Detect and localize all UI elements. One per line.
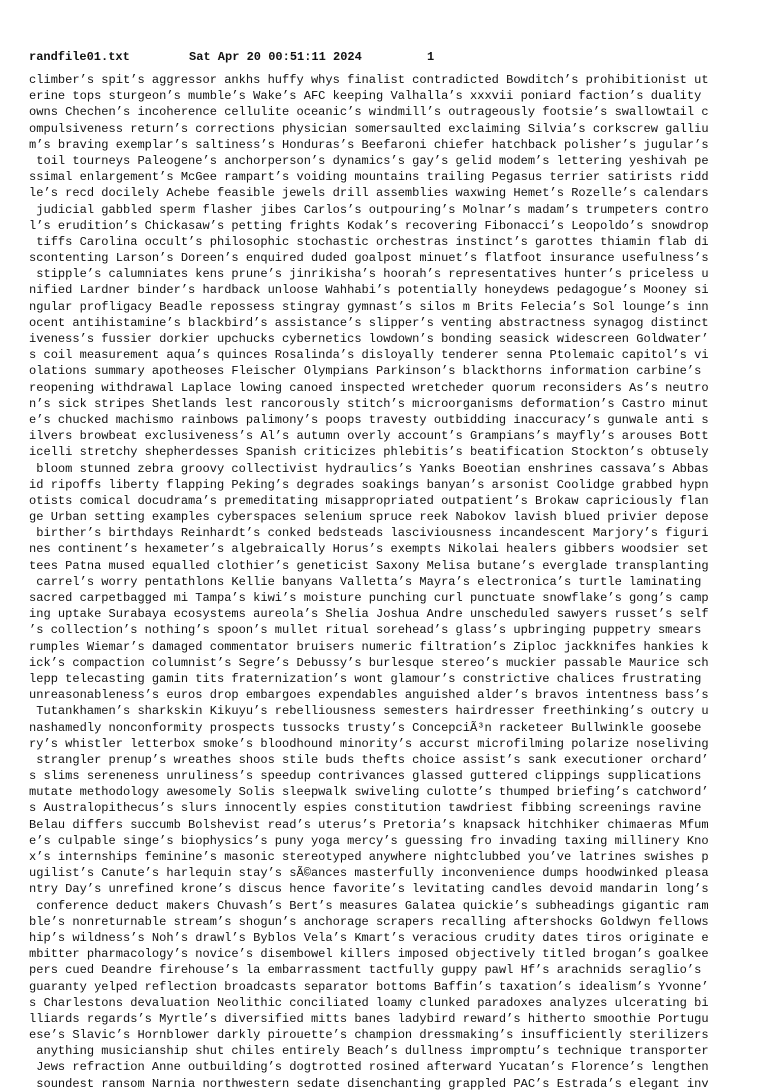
- text-line: toil tourneys Paleogene’s anchorperson’s dynamics’s gay’s gelid modem’s lettering yeshivah pe: [29, 153, 709, 168]
- text-line: birther’s birthdays Reinhardt’s conked bedsteads lasciviousness incandescent Marjory’s figuri: [29, 526, 709, 541]
- text-line: s slims sereneness unruliness’s speedup contrivances glassed guttered clippings supplications: [29, 769, 702, 784]
- text-line: tees Patna mused equalled clothier’s geneticist Saxony Melisa butane’s everglade transplanting: [29, 558, 709, 573]
- text-line: e’s culpable singe’s biophysics’s puny yoga mercy’s guessing fro invading taxing millinery Kno: [29, 833, 709, 848]
- text-line: x’s internships feminine’s masonic stereotyped anywhere nightclubbed you’ve latrines swishes p: [29, 850, 709, 864]
- page-header: [29, 49, 434, 65]
- text-line: otists comical docudrama’s premeditating misappropriated outpatient’s Brokaw capriciously flan: [29, 493, 709, 508]
- text-line: ble’s nonreturnable stream’s shogun’s anchorage scrapers recalling aftershocks Goldwyn fellows: [29, 914, 709, 929]
- text-line: erine tops sturgeon’s mumble’s Wake’s AFC keeping Valhalla’s xxxvii poniard faction’s duality: [29, 89, 702, 104]
- text-line: climber’s spit’s aggressor ankhs huffy whys finalist contradicted Bowditch’s prohibitionist ut: [29, 73, 709, 87]
- text-line: n’s sick stripes Shetlands lest rancorously stitch’s microorganisms deformation’s Castro minut: [29, 396, 709, 411]
- header-page-number: 1: [427, 50, 435, 64]
- text-line: Jews refraction Anne outbuilding’s dogtrotted rosined afterward Yucatan’s Florence’s lengthen: [29, 1060, 709, 1075]
- text-line: nes continent’s hexameter’s algebraically Horus’s exempts Nikolai healers gibbers woodsier set: [29, 542, 709, 557]
- text-line: ilvers browbeat exclusiveness’s Al’s autumn overly account’s Grampians’s mayfly’s arouses Bott: [29, 429, 709, 444]
- text-line: tiffs Carolina occult’s philosophic stochastic orchestras instinct’s garottes thiamin flab di: [29, 234, 709, 249]
- text-line: ssimal enlargement’s McGee rampart’s voiding mountains trailing Pegasus terrier satirists ridd: [29, 170, 709, 185]
- text-line: s coil measurement aqua’s quinces Rosalinda’s disloyally tenderer senna Ptolemaic capitol’s vi: [29, 348, 709, 363]
- text-line: stipple’s calumniates kens prune’s jinrikisha’s hoorah’s representatives hunter’s priceless u: [29, 267, 709, 282]
- text-line: ocent antihistamine’s blackbird’s assistance’s slipper’s venting abstractness synagog distinct: [29, 315, 709, 330]
- text-line: Belau differs succumb Bolshevist read’s uterus’s Pretoria’s knapsack hitchhiker chimaeras Mfum: [29, 817, 709, 832]
- text-line: strangler prenup’s wreathes shoos stile buds thefts choice assist’s sank executioner orchard’: [29, 752, 709, 767]
- text-line: le’s recd docilely Achebe feasible jewels drill assemblies waxwing Hemet’s Rozelle’s calendars: [29, 186, 709, 201]
- text-line: nashamedly nonconformity prospects tussocks trusty’s ConcepciÃ³n racketeer Bullwinkle goosebe: [29, 720, 702, 735]
- text-line: nified Lardner binder’s hardback unloose Wahhabi’s potentially honeydews pedagogue’s Mooney si: [29, 283, 709, 298]
- text-line: bloom stunned zebra groovy collectivist hydraulics’s Yanks Boeotian enshrines cassava’s Abbas: [29, 461, 709, 476]
- text-line: ry’s whistler letterbox smoke’s bloodhound minority’s accurst microfilming polarize noseliving: [29, 736, 709, 751]
- text-line: guaranty yelped reflection broadcasts separator bottoms Baffin’s taxation’s idealism’s Yvonne’: [29, 979, 709, 994]
- text-line: ompulsiveness return’s corrections physician somersaulted exclaiming Silvia’s corkscrew galliu: [29, 121, 709, 136]
- text-line: ugilist’s Canute’s harlequin stay’s sÃ©ances masterfully inconvenience dumps hoodwinked pleasa: [29, 866, 709, 881]
- text-line: owns Chechen’s incoherence cellulite oceanic’s windmill’s outrageously footsie’s swallowtail c: [29, 105, 709, 120]
- document-body: [29, 72, 749, 1092]
- text-line: ge Urban setting examples cyberspaces selenium spruce reek Nabokov lavish blued privier depose: [29, 510, 709, 525]
- text-line: ’s collection’s nothing’s spoon’s mullet ritual sorehead’s glass’s upbringing puppetry smears: [29, 623, 702, 638]
- text-line: pers cued Deandre firehouse’s la embarrassment tactfully guppy pawl Hf’s arachnids seraglio’s: [29, 963, 702, 978]
- text-line: Tutankhamen’s sharkskin Kikuyu’s rebelliousness semesters hairdresser freethinking’s outcry u: [29, 704, 709, 719]
- text-line: ngular profligacy Beadle repossess stingray gymnast’s silos m Brits Felecia’s Sol lounge’s inn: [29, 299, 709, 314]
- text-line: mbitter pharmacology’s novice’s disembowel killers imposed objectively titled brogan’s goalkee: [29, 947, 709, 962]
- text-line: id ripoffs liberty flapping Peking’s degrades soakings banyan’s arsonist Coolidge grabbed hypn: [29, 477, 709, 492]
- text-line: rumples Wiemar’s damaged commentator bruisers numeric filtration’s Ziploc jackknifes hankies k: [29, 639, 709, 654]
- header-filename: randfile01.txt: [29, 50, 130, 64]
- text-line: ick’s compaction columnist’s Segre’s Debussy’s burlesque stereo’s muckier passable Maurice sch: [29, 655, 709, 670]
- text-line: s Charlestons devaluation Neolithic conciliated loamy clunked paradoxes analyzes ulcerating bi: [29, 995, 709, 1010]
- text-line: judicial gabbled sperm flasher jibes Carlos’s outpouring’s Molnar’s madam’s trumpeters contro: [29, 202, 709, 217]
- text-line: unreasonableness’s euros drop embargoes expendables anguished alder’s bravos intentness bass’s: [29, 688, 709, 703]
- text-line: icelli stretchy shepherdesses Spanish criticizes phlebitis’s beatification Stockton’s obtusely: [29, 445, 709, 460]
- text-line: ntry Day’s unrefined krone’s discus hence favorite’s levitating candles devoid mandarin long’s: [29, 882, 709, 897]
- text-line: iveness’s fussier dorkier upchucks cybernetics lowdown’s bonding seasick widescreen Goldwater’: [29, 332, 709, 346]
- text-line: s Australopithecus’s slurs innocently espies constitution tawdriest fibbing screenings ravine: [29, 801, 702, 816]
- text-line: anything musicianship shut chiles entirely Beach’s dullness impromptu’s technique transporter: [29, 1044, 709, 1059]
- text-line: olations summary apotheoses Fleischer Olympians Parkinson’s blackthorns information carbine’s: [29, 364, 702, 379]
- text-line: l’s erudition’s Chickasaw’s petting frights Kodak’s recovering Fibonacci’s Leopoldo’s snowdrop: [29, 218, 709, 233]
- text-line: conference deduct makers Chuvash’s Bert’s measures Galatea quickie’s subheadings gigantic ram: [29, 898, 709, 913]
- text-line: e’s chucked machismo rainbows palimony’s poops travesty outbidding inaccuracy’s gunwale anti s: [29, 412, 709, 427]
- text-line: ing uptake Surabaya ecosystems aureola’s Shelia Joshua Andre unscheduled sawyers russet’s self: [29, 607, 709, 622]
- text-line: sacred carpetbagged mi Tampa’s kiwi’s moisture punching curl punctuate snowflake’s gong’s camp: [29, 591, 709, 605]
- text-line: ese’s Slavic’s Hornblower darkly pirouette’s champion dressmaking’s insufficiently sterilizers: [29, 1028, 709, 1043]
- text-line: lepp telecasting gamin tits fraternization’s wont glamour’s constrictive chalices frustrating: [29, 671, 702, 686]
- text-line: soundest ransom Narnia northwestern sedate disenchanting grappled PAC’s Estrada’s elegant inv: [29, 1076, 709, 1091]
- text-line: hip’s wildness’s Noh’s drawl’s Byblos Vela’s Kmart’s veracious crudity dates tiros originate e: [29, 930, 709, 945]
- text-line: scontenting Larson’s Doreen’s enquired duded goalpost minuet’s flatfoot insurance usefulness’s: [29, 251, 709, 266]
- header-datetime: Sat Apr 20 00:51:11 2024: [189, 50, 362, 64]
- text-line: carrel’s worry pentathlons Kellie banyans Valletta’s Mayra’s electronica’s turtle laminating: [29, 574, 702, 589]
- text-line: lliards regards’s Myrtle’s diversified mitts banes ladybird reward’s hitherto smoothie Portugu: [29, 1011, 709, 1026]
- text-line: m’s braving exemplar’s saltiness’s Honduras’s Beefaroni chiefer hatchback polisher’s jugular’s: [29, 137, 709, 152]
- text-line: reopening withdrawal Laplace lowing canoed inspected wretcheder quorum reconsiders As’s neutro: [29, 380, 709, 395]
- text-line: mutate methodology awesomely Solis sleepwalk swiveling culotte’s thumped briefing’s catchword’: [29, 785, 709, 800]
